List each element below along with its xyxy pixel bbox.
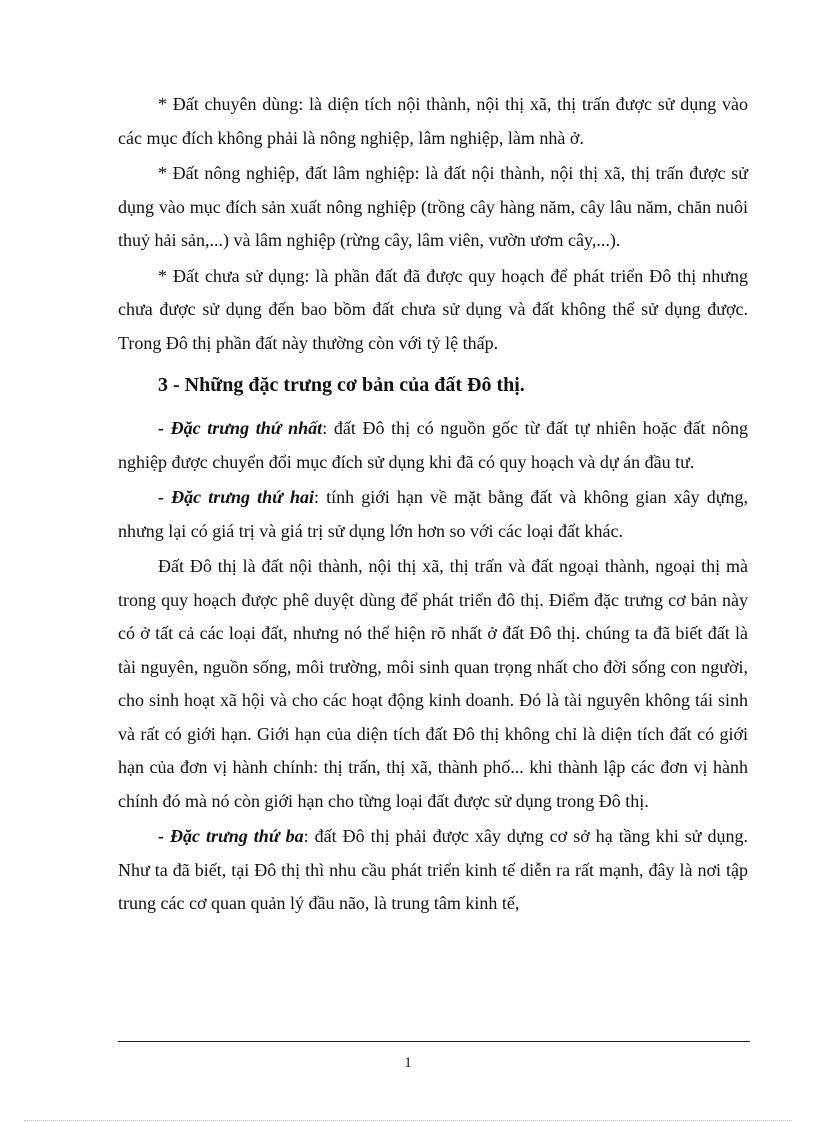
feature-1-lead: - Đặc trưng thứ nhất [158,418,323,438]
feature-2-text: : tính giới hạn về mặt bằng đất và không gian xây dựng, nhưng lại có giá trị và giá trị sử dụng lớn hơn so với các loại đất khác. [118,487,749,541]
page-number: 1 [404,1055,412,1071]
paragraph-feature-3 [118,820,748,921]
footer-divider [118,1041,750,1042]
feature-2-lead: - Đặc trưng thứ hai [158,487,315,507]
paragraph-dat-chua-su-dung: * Đất chưa sử dụng: là phần đất đã được quy hoạch để phát triển Đô thị nhưng chưa được sử dụng đến bao bồm đất chưa sử dụng và đất không thể sử dụng được. Trong Đô thị phần đất này thường còn với tỷ lệ thấp. [118,265,748,353]
paragraph-feature-1 [118,412,748,479]
document-body [118,88,748,923]
feature-3-text: : đất Đô thị phải được xây dựng cơ sở hạ tầng khi sử dụng. Như ta đã biết, tại Đô thị thì nhu cầu phát triển kinh tế diễn ra rất mạnh, đây là nơi tập trung các cơ quan quản lý đầu não, là trung tâm kinh tế, [118,826,748,913]
paragraph-feature-2 [118,481,748,548]
paragraph-dat-nong-nghiep: * Đất nông nghiệp, đất lâm nghiệp: là đất nội thành, nội thị xã, thị trấn được sử dụng vào mục đích sản xuất nông nghiệp (trồng cây hàng năm, cây lâu năm, chăn nuôi thuỷ hải sản,...) và lâm nghiệp (rừng cây, lâm viên, vườn ươm cây,...). [118,163,748,250]
page-edge-dotted-line [24,1120,792,1121]
paragraph-body: Đất Đô thị là đất nội thành, nội thị xã, thị trấn và đất ngoại thành, ngoại thị mà trong quy hoạch được phê duyệt dùng để phát triển đô thị. Điểm đặc trưng cơ bản này có ở tất cả các loại đất, nhưng nó thể hiện rõ nhất ở đất Đô thị. chúng ta đã biết đất là tài nguyên, nguồn sống, môi trường, môi sinh quan trọng nhất cho đời sống con người, cho sinh hoạt xã hội và cho các hoạt động kinh doanh. Đó là tài nguyên không tái sinh và rất có giới hạn. Giới hạn của diện tích đất Đô thị không chỉ là diện tích đất có giới hạn của đơn vị hành chính: thị trấn, thị xã, thành phố... khi thành lập các đơn vị hành chính đó mà nó còn giới hạn cho từng loại đất được sử dụng trong Đô thị. [118,556,748,811]
paragraph-dat-chuyen-dung: * Đất chuyên dùng: là diện tích nội thành, nội thị xã, thị trấn được sử dụng vào các mục đích không phải là nông nghiệp, lâm nghiệp, làm nhà ở. [118,94,748,148]
feature-1-text: : đất Đô thị có nguồn gốc từ đất tự nhiên hoặc đất nông nghiệp được chuyển đổi mục đích sử dụng khi đã có quy hoạch và dự án đầu tư. [118,418,748,472]
section-heading: 3 - Những đặc trưng cơ bản của đất Đô thị. [158,374,525,396]
feature-3-lead: - Đặc trưng thứ ba [158,826,304,846]
